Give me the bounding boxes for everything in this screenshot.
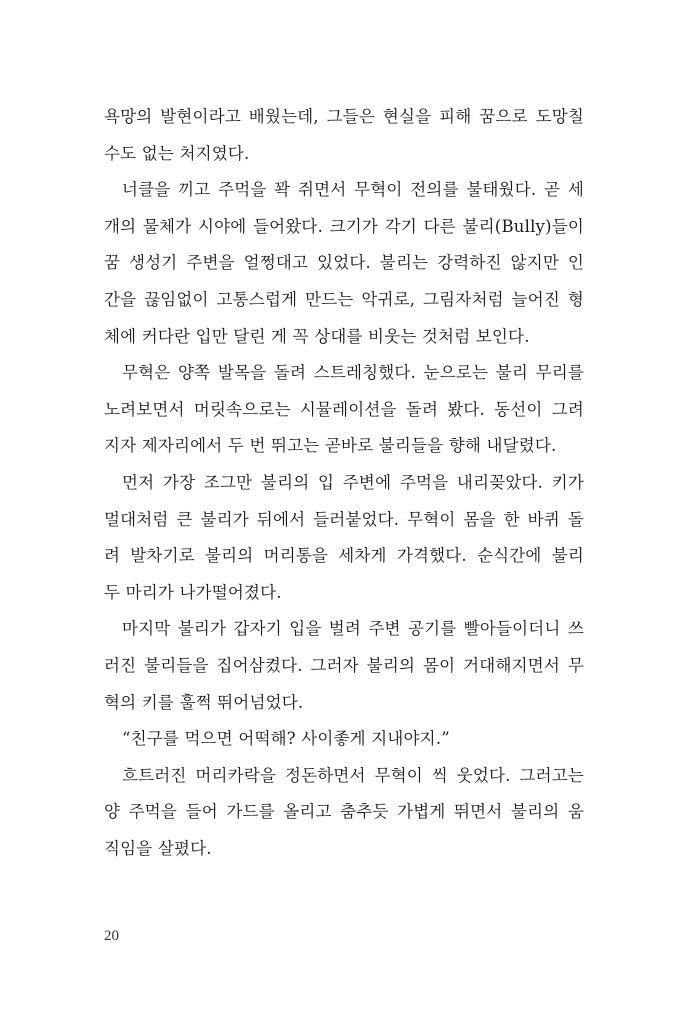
text-line: 체에 커다란 입만 달린 게 꼭 상대를 비웃는 것처럼 보인다. bbox=[104, 326, 530, 346]
text-line: 두 마리가 나가떨어졌다. bbox=[104, 582, 282, 602]
text-line: 노려보면서 머릿속으로는 시뮬레이션을 돌려 봤다. 동선이 그려 bbox=[104, 399, 584, 419]
text-line: 개의 물체가 시야에 들어왔다. 크기가 각기 다른 불리(Bully)들이 bbox=[104, 216, 584, 236]
text-line: 멀대처럼 큰 불리가 뒤에서 들러붙었다. 무혁이 몸을 한 바퀴 돌 bbox=[104, 509, 584, 529]
text-line: 꿈 생성기 주변을 얼쩡대고 있었다. 불리는 강력하진 않지만 인 bbox=[104, 253, 584, 273]
body-text bbox=[104, 99, 584, 867]
text-line: 마지막 불리가 갑자기 입을 벌려 주변 공기를 빨아들이더니 쓰 bbox=[122, 619, 584, 639]
text-line: 수도 없는 처지였다. bbox=[104, 143, 250, 163]
text-line: 간을 끊임없이 고통스럽게 만드는 악귀로, 그림자처럼 늘어진 형 bbox=[104, 289, 584, 309]
text-line: 너클을 끼고 주먹을 꽉 쥐면서 무혁이 전의를 불태웠다. 곧 세 bbox=[122, 180, 584, 200]
text-line: 양 주먹을 들어 가드를 올리고 춤추듯 가볍게 뛰면서 불리의 움 bbox=[104, 802, 584, 822]
text-line: 무혁은 양쪽 발목을 돌려 스트레칭했다. 눈으로는 불리 무리를 bbox=[122, 363, 584, 383]
text-line: 먼저 가장 조그만 불리의 입 주변에 주먹을 내리꽂았다. 키가 bbox=[122, 472, 584, 492]
text-line: 지자 제자리에서 두 번 뛰고는 곧바로 불리들을 향해 내달렸다. bbox=[104, 436, 557, 456]
text-line: 려 발차기로 불리의 머리통을 세차게 가격했다. 순식간에 불리 bbox=[104, 546, 584, 566]
text-line: 흐트러진 머리카락을 정돈하면서 무혁이 씩 웃었다. 그러고는 bbox=[122, 765, 584, 785]
text-line: “친구를 먹으면 어떡해? 사이좋게 지내야지.” bbox=[122, 729, 450, 749]
text-line: 러진 불리들을 집어삼켰다. 그러자 불리의 몸이 거대해지면서 무 bbox=[104, 655, 584, 675]
page-number: 20 bbox=[104, 928, 119, 944]
text-line: 혁의 키를 훌쩍 뛰어넘었다. bbox=[104, 692, 304, 712]
text-line: 욕망의 발현이라고 배웠는데, 그들은 현실을 피해 꿈으로 도망칠 bbox=[104, 107, 584, 126]
text-line: 직임을 살폈다. bbox=[104, 838, 212, 858]
